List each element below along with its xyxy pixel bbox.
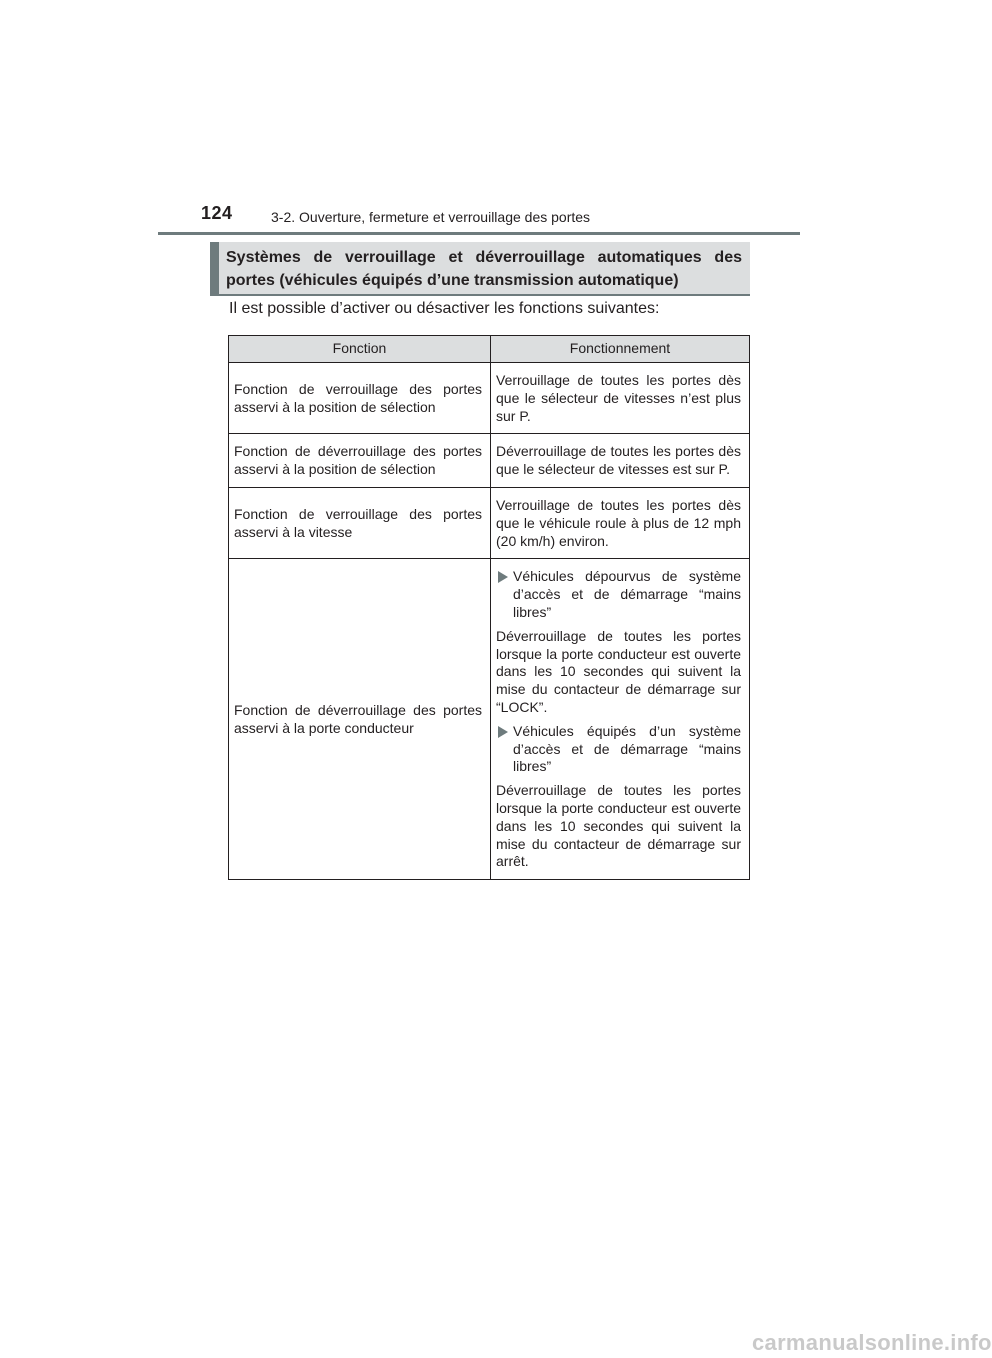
table-row — [229, 487, 750, 558]
operation-text: Verrouillage de toutes les portes dès que le sélecteur de vitesses n’est plus sur P. — [496, 372, 741, 424]
triangle-bullet-icon — [498, 726, 508, 738]
function-cell: Fonction de déverrouillage des portes asservi à la position de sélection — [229, 434, 491, 488]
section-heading-bar — [210, 242, 219, 294]
function-cell: Fonction de déverrouillage des portes asservi à la porte conducteur — [229, 559, 491, 880]
condition-bullet — [496, 568, 741, 621]
operation-text: Déverrouillage de toutes les portes lorsque la porte conducteur est ouverte dans les 10 secondes qui suivent la mise du contacteur de démarrage sur “LOCK”. — [496, 627, 741, 715]
operation-cell — [491, 434, 750, 488]
intro-text: Il est possible d’activer ou désactiver les fonctions suivantes: — [229, 300, 660, 317]
triangle-bullet-icon — [498, 571, 508, 583]
condition-text: Véhicules dépourvus de système d’accès et de démarrage “mains libres” — [513, 568, 741, 620]
running-header: 3-2. Ouverture, fermeture et verrouillage des portes — [271, 209, 591, 225]
operation-text: Déverrouillage de toutes les portes lorsque la porte conducteur est ouverte dans les 10 secondes qui suivent la mise du contacteur de démarrage sur arrêt. — [496, 782, 741, 870]
page-number: 124 — [201, 203, 233, 223]
column-header-function: Fonction — [229, 336, 491, 363]
table-header-row — [229, 336, 750, 363]
operation-cell — [491, 487, 750, 558]
table-row — [229, 434, 750, 488]
function-cell: Fonction de verrouillage des portes asservi à la vitesse — [229, 487, 491, 558]
section-heading-box — [210, 242, 750, 296]
operation-text: Déverrouillage de toutes les portes dès que le sélecteur de vitesses est sur P. — [496, 443, 741, 478]
function-table — [228, 335, 750, 880]
watermark: carmanualsonline.info — [752, 1330, 992, 1355]
section-title: Systèmes de verrouillage et déverrouillage automatiques des portes (véhicules équipés d’une transmission automatique) — [226, 249, 742, 289]
condition-bullet — [496, 723, 741, 776]
column-header-operation: Fonctionnement — [491, 336, 750, 363]
condition-text: Véhicules équipés d’un système d’accès et de démarrage “mains libres” — [513, 722, 741, 775]
function-cell: Fonction de verrouillage des portes asservi à la position de sélection — [229, 363, 491, 434]
header-rule — [158, 232, 800, 235]
operation-cell — [491, 559, 750, 880]
operation-text: Verrouillage de toutes les portes dès que le véhicule roule à plus de 12 mph (20 km/h) environ. — [496, 496, 741, 549]
operation-cell — [491, 363, 750, 434]
table-row — [229, 559, 750, 880]
table-row — [229, 363, 750, 434]
